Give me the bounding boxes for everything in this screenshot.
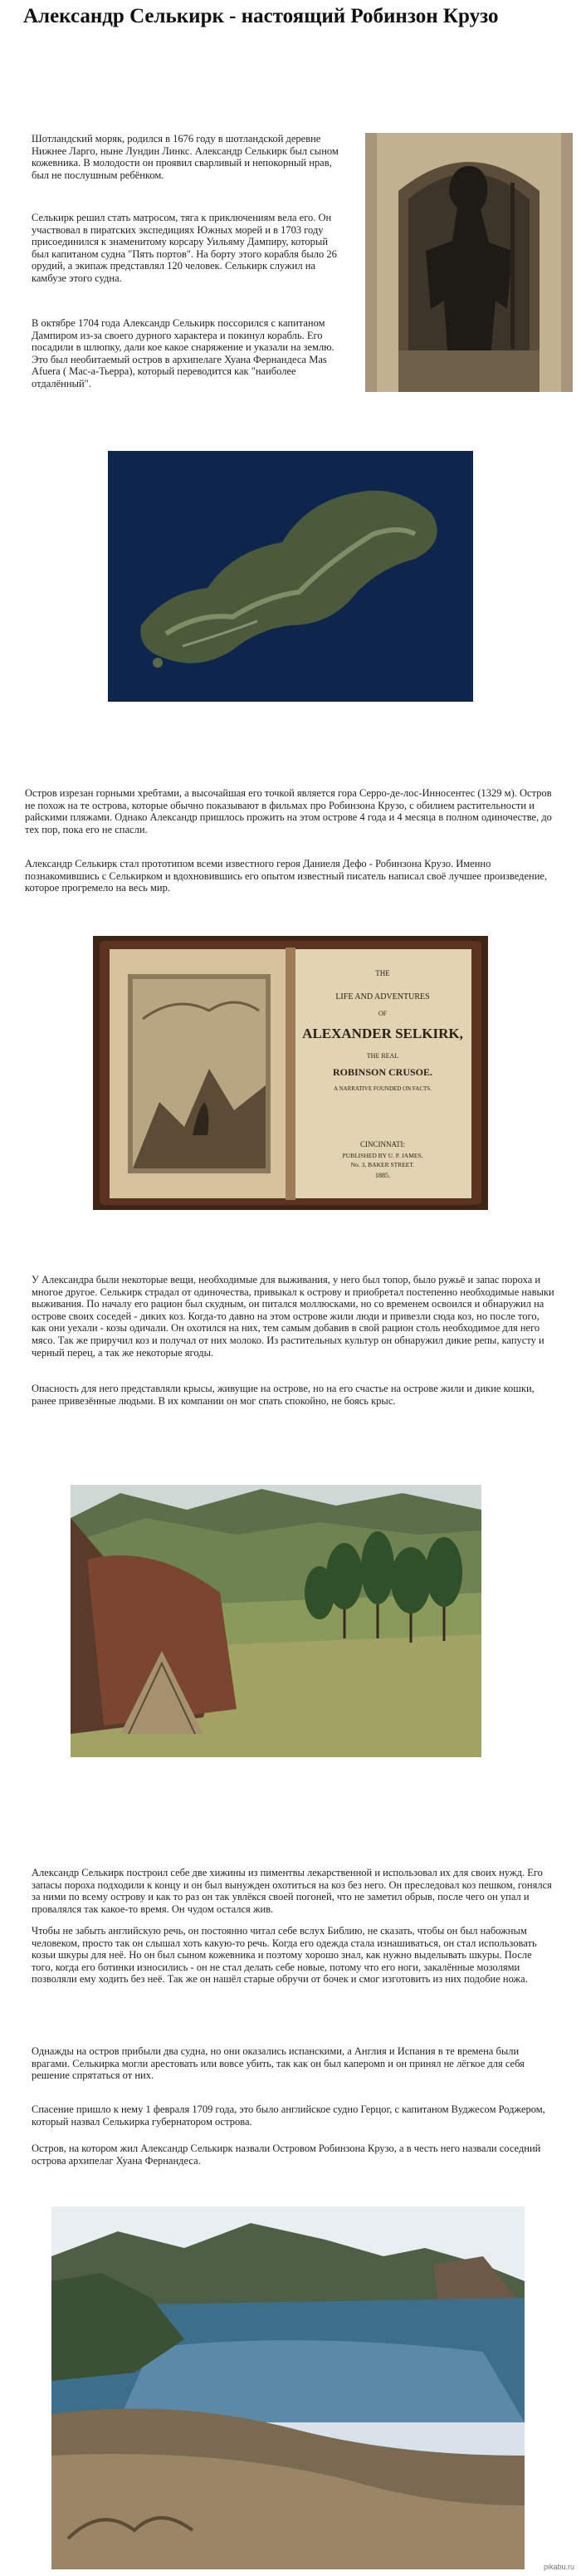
book-line-street: No. 3, BAKER STREET.: [350, 1161, 415, 1168]
page-title: Александр Селькирк - настоящий Робинзон Крузо: [23, 5, 499, 27]
book-line-real: THE REAL: [366, 1052, 399, 1060]
paragraph-ships: Однажды на остров прибыли два судна, но они оказались испанскими, а Англия и Испания в те времена были врагами. Селькирка могли арестовать или вовсе убить, так как он был каперомn и он принял не лёгкое для себя решение спрятаться от них.: [32, 2045, 525, 2082]
paragraph-prototype: Александр Селькирк стал прототипом всеми известного героя Даниеля Дефо - Робинзона Крузо. Именно познакомившись с Селькирком и вдохновившись его опытом известный писатель написал своё лучшее произведение, которое прогремело на весь мир.: [25, 858, 548, 894]
book-line-the: THE: [375, 969, 390, 977]
paragraph-origin: Шотландский моряк, родился в 1676 году в шотландской деревне Нижнее Ларго, ныне Лундин Линкс. Александр Селькирк был сыном кожевника. В молодости он проявил сварливый и непокорный нрав, был не послушным ребёнком.: [32, 133, 339, 181]
paragraph-rescue: Спасение пришло к нему 1 февраля 1709 года, это было английское судно Герцог, с капитаном Вуджесом Роджером, который назвал Селькирка губернатором острова.: [32, 2103, 545, 2128]
hut-landscape-photo: [71, 1485, 481, 1757]
paragraph-bible: Чтобы не забыть английскую речь, он постоянно читал себе вслух Библию, не сказать, чтобы он был набожным человеком, просто так он слышал хоть какую-то речь. Когда его одежда стала изнашиваться, он стал использовать козьи шкуры для неё. Но он был сыном кожевника и поэтому хорошо знал, как нужно выделывать шкуры. После того, когда его ботинки износились - он не стал делать себе новые, потому что его ноги, закалённые мозолями позволяли ему ходить без неё. Так же он нашёл старые обручи от бочек и смог изготовить из них подобие ножа.: [32, 1925, 537, 1986]
island-satellite-image: [108, 451, 473, 702]
book-line-year: 1885.: [375, 1172, 390, 1179]
paragraph-island-name: Остров, на котором жил Александр Селькирк назвали Островом Робинзона Крузо, а в честь него назвали соседний острова архипелаг Хуана Фернандеса.: [32, 2143, 541, 2167]
book-line-publisher: PUBLISHED BY U. P. JAMES,: [342, 1152, 423, 1159]
paragraph-sailor: Селькирк решил стать матросом, тяга к приключениям вела его. Он участвовал в пиратских экспедициях Южных морей и в 1703 году присоединился к знаменитому корсару Уильяму Дампиру, который был капитаном судна "Пять портов". На борту этого корабля было 26 орудий, а экипаж представлял 120 человек. Селькирк служил на камбузе этого судна.: [32, 212, 337, 284]
book-line-crusoe: ROBINSON CRUSOE.: [332, 1066, 433, 1078]
watermark: pikabu.ru: [543, 2563, 574, 2571]
paragraph-island-description: Остров изрезан горными хребтами, а высочайшая его точкой является гора Серро-де-лос-Инносентес (1329 м). Остров не похож на те острова, которые обычно показывают в фильмах про Робинзона Крузо, с обилием растительности и райскими пляжами. Однако Александр пришлось прожить на этом острове 4 года и 4 месяца в полном одиночестве, до тех пор, пока его не спасли.: [25, 787, 552, 835]
book-line-of: OF: [378, 1010, 388, 1017]
paragraph-survival: У Александра были некоторые вещи, необходимые для выживания, у него был топор, было ружьё и запас пороха и многое другое. Селькирк страдал от одиночества, привыкал к острову и приобретал постепенно необходимые навыки выживания. По началу его рацион был скудным, он питался моллюсками, но со временем освоился и обнаружил на острове своих соседей - диких коз. Когда-то давно на этом острове жили люди и привезли сюда коз, но после того, как они уехали - козы одичали. Он охотился на них, тем самым добавив в свой рацион столь необходимое для него мясо. Так же приручил коз и получал от них молоко. Из растительных культур он обнаружил дикие репы, капусту и черный перец, а так же некоторые ягоды.: [32, 1274, 554, 1359]
book-title-page: [294, 969, 471, 1179]
book-line-name: ALEXANDER SELKIRK,: [302, 1026, 463, 1041]
statue-photo: [365, 133, 573, 392]
book-photo: [93, 936, 488, 1210]
paragraph-exile: В октябре 1704 года Александр Селькирк поссорился с капитаном Дампиром из-за своего дурного характера и покинул корабль. Его посадили в шлюпку, дали кое какое снаряжение и указали на землю. Это был необитаемый остров в архипелаге Хуана Фернандеса Mas Afuera ( Мас-а-Тьерра), который переводится как "наиболее отдалённый".: [32, 317, 334, 389]
book-line-narrative: A NARRATIVE FOUNDED ON FACTS.: [334, 1085, 432, 1092]
paragraph-rats: Опасность для него представляли крысы, живущие на острове, но на его счастье на острове жили и дикие кошки, ранее привезённые людьми. В их компании он мог спать спокойно, не боясь крыс.: [32, 1383, 535, 1407]
paragraph-huts: Александр Селькирк построил себе две хижины из пиментвы лекарственной и использовал их для своих нужд. Его запасы пороха подходили к концу и он был вынужден охотиться на коз без него. Он преследовал коз пешком, гонялся за ними по всему острову и как то раз он так увлёкся своей погоней, что не заметил обрыв, после чего он упал и провалялся так какое-то время. Он чудом остался жив.: [32, 1867, 552, 1915]
book-line-life: LIFE AND ADVENTURES: [335, 992, 430, 1002]
bay-photo: [51, 2206, 525, 2569]
book-line-city: CINCINNATI:: [360, 1140, 405, 1148]
